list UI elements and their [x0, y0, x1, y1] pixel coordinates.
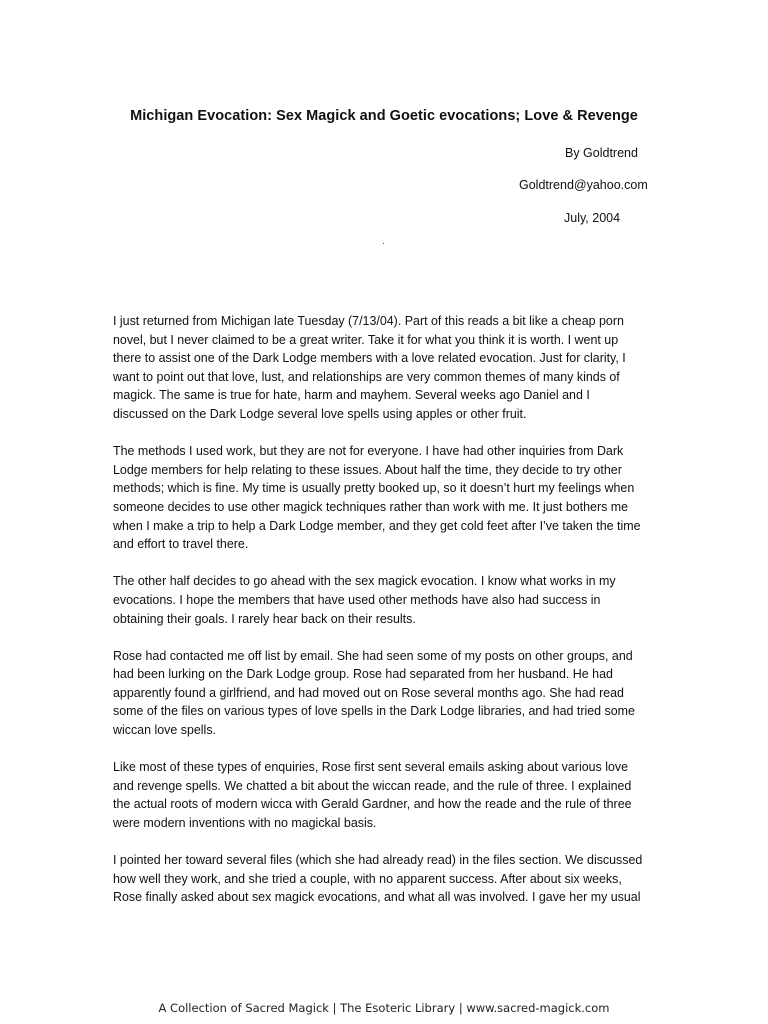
- text-line: how well they work, and she tried a couple, with no apparent success. After about six weeks,: [113, 871, 622, 886]
- text-line: were modern inventions with no magickal basis.: [113, 816, 377, 831]
- paragraph: [113, 442, 653, 554]
- paragraph: [113, 851, 653, 907]
- text-line: the actual roots of modern wicca with Gerald Gardner, and how the reade and the rule of three: [113, 797, 632, 812]
- separator-mark: .: [382, 236, 385, 247]
- text-line: there to assist one of the Dark Lodge members with a love related evocation. Just for clarity, I: [113, 351, 626, 366]
- text-line: discussed on the Dark Lodge several love spells using apples or other fruit.: [113, 406, 527, 421]
- text-line: want to point out that love, lust, and relationships are very common themes of many kinds of: [113, 369, 620, 384]
- text-line: had been lurking on the Dark Lodge group. Rose had separated from her husband. He had: [113, 667, 613, 682]
- paragraph: [113, 312, 653, 424]
- text-line: when I make a trip to help a Dark Lodge member, and they get cold feet after I’ve taken the time: [113, 518, 641, 533]
- body-text: [113, 312, 653, 926]
- text-line: Rose had contacted me off list by email. She had seen some of my posts on other groups, and: [113, 648, 633, 663]
- paragraph: [113, 647, 653, 740]
- text-line: I just returned from Michigan late Tuesday (7/13/04). Part of this reads a bit like a cheap porn: [113, 314, 624, 328]
- text-line: I pointed her toward several files (which she had already read) in the files section. We discussed: [113, 853, 643, 868]
- text-line: someone decides to use other magick techniques rather than work with me. It just bothers me: [113, 499, 629, 514]
- publication-date: July, 2004: [564, 211, 621, 225]
- text-line: some of the files on various types of love spells in the Dark Lodge libraries, and had tried some: [113, 704, 635, 719]
- text-line: methods; which is fine. My time is usually pretty booked up, so it doesn’t hurt my feelings when: [113, 481, 635, 496]
- page-footer: A Collection of Sacred Magick | The Esoteric Library | www.sacred-magick.com: [158, 1001, 610, 1015]
- paragraph: [113, 572, 653, 628]
- text-line: The other half decides to go ahead with the sex magick evocation. I know what works in my: [113, 574, 616, 589]
- text-line: magick. The same is true for hate, harm and mayhem. Several weeks ago Daniel and I: [113, 388, 590, 403]
- text-line: obtaining their goals. I rarely hear back on their results.: [113, 611, 416, 626]
- text-line: evocations. I hope the members that have used other methods have also had success in: [113, 592, 601, 607]
- author-line: By Goldtrend: [565, 146, 638, 160]
- document-title: Michigan Evocation: Sex Magick and Goetic evocations; Love & Revenge: [130, 108, 638, 124]
- text-line: and effort to travel there.: [113, 537, 249, 552]
- author-email: Goldtrend@yahoo.com: [519, 178, 648, 192]
- text-line: The methods I used work, but they are not for everyone. I have had other inquiries from Dark: [113, 444, 624, 459]
- text-line: novel, but I never claimed to be a great writer. Take it for what you think it is worth. I went up: [113, 332, 619, 347]
- text-line: Rose finally asked about sex magick evocations, and what all was involved. I gave her my usual: [113, 890, 641, 905]
- paragraph: [113, 758, 653, 832]
- text-line: apparently found a girlfriend, and had moved out on Rose several months ago. She had read: [113, 685, 624, 700]
- text-line: Like most of these types of enquiries, Rose first sent several emails asking about various love: [113, 760, 629, 775]
- text-line: Lodge members for help relating to these issues. About half the time, they decide to try other: [113, 462, 622, 477]
- text-line: wiccan love spells.: [113, 723, 216, 738]
- text-line: and revenge spells. We chatted a bit about the wiccan reade, and the rule of three. I explained: [113, 778, 632, 793]
